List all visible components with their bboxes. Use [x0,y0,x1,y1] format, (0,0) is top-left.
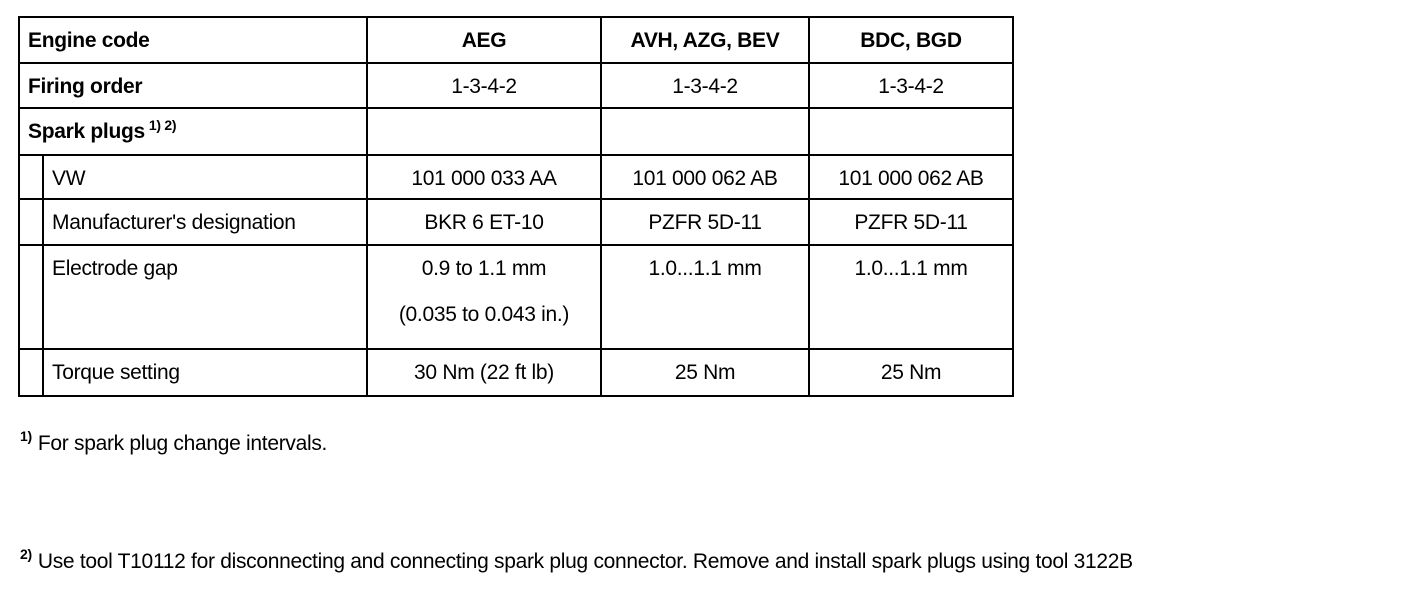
firing-order-avh-azg-bev: 1-3-4-2 [601,63,809,108]
firing-order-label: Firing order [19,63,367,108]
designation-label: Manufacturer's designation [43,199,367,245]
torque-avh-azg-bev: 25 Nm [601,349,809,396]
table-row-designation [19,199,1013,245]
designation-aeg: BKR 6 ET-10 [367,199,601,245]
spark-plug-spec-table [18,16,1014,397]
gap-aeg-cell [367,245,601,349]
firing-order-aeg: 1-3-4-2 [367,63,601,108]
indent-cell [19,245,43,349]
indent-cell [19,199,43,245]
table-row-firing-order [19,63,1013,108]
indent-cell [19,349,43,396]
gap-aeg-imperial: (0.035 to 0.043 in.) [398,303,570,326]
firing-order-bdc-bgd: 1-3-4-2 [809,63,1013,108]
footnote-1-mark: 1) [20,428,32,444]
gap-aeg: 0.9 to 1.1 mm [421,257,547,280]
spark-plugs-label: Spark plugs [28,120,145,143]
spark-plugs-footnote-refs: 1) 2) [148,117,177,133]
engine-code-bdc-bgd: BDC, BGD [809,17,1013,63]
footnote-2-mark: 2) [20,546,32,562]
vw-label: VW [43,155,367,199]
table-row-electrode-gap [19,245,1013,349]
engine-code-aeg: AEG [367,17,601,63]
gap-bdc-bgd: 1.0...1.1 mm [809,245,1013,349]
torque-aeg: 30 Nm (22 ft lb) [367,349,601,396]
table-row-vw [19,155,1013,199]
table-row-torque [19,349,1013,396]
torque-label: Torque setting [43,349,367,396]
footnote-1-text: For spark plug change intervals. [37,432,328,455]
torque-bdc-bgd: 25 Nm [809,349,1013,396]
spark-plugs-empty-aeg [367,108,601,155]
footnote-1 [20,428,328,456]
gap-avh-azg-bev: 1.0...1.1 mm [601,245,809,349]
footnote-2-text: Use tool T10112 for disconnecting and connecting spark plug connector. Remove and install spark plugs using tool 3122B [37,550,1133,573]
table-row-spark-plugs [19,108,1013,155]
vw-bdc-bgd: 101 000 062 AB [809,155,1013,199]
spark-plugs-empty-bdc [809,108,1013,155]
footnote-2 [20,546,1133,574]
table-row-engine-code [19,17,1013,63]
vw-aeg: 101 000 033 AA [367,155,601,199]
spark-plugs-empty-avh [601,108,809,155]
gap-label: Electrode gap [43,245,367,349]
indent-cell [19,155,43,199]
spark-plugs-label-cell [19,108,367,155]
designation-bdc-bgd: PZFR 5D-11 [809,199,1013,245]
engine-code-label: Engine code [19,17,367,63]
vw-avh-azg-bev: 101 000 062 AB [601,155,809,199]
designation-avh-azg-bev: PZFR 5D-11 [601,199,809,245]
engine-code-avh-azg-bev: AVH, AZG, BEV [601,17,809,63]
